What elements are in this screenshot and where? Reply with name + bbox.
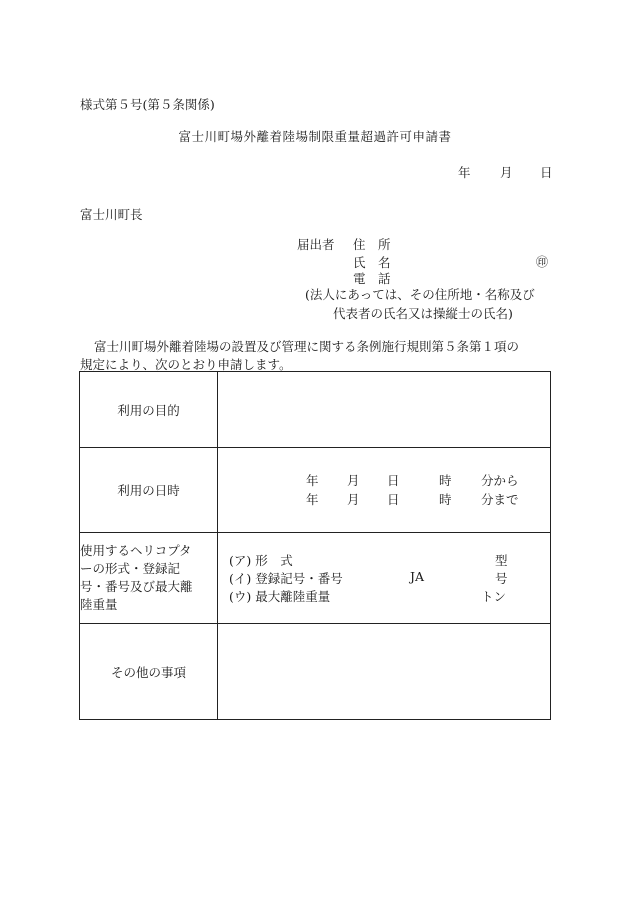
helicopter-label-line: 陸重量 xyxy=(80,597,118,612)
helicopter-type-unit: 型 xyxy=(495,553,508,568)
table-row-other xyxy=(80,624,551,720)
helicopter-type-label: (ア) 形 式 xyxy=(229,553,293,568)
table-row-purpose xyxy=(80,372,551,448)
table-row-datetime xyxy=(80,448,551,533)
helicopter-label-line: ーの形式・登録記 xyxy=(80,561,181,576)
end-year: 年 xyxy=(306,492,319,507)
datetime-field[interactable] xyxy=(218,448,551,533)
date-day-label: 日 xyxy=(540,165,553,180)
registration-unit: 号 xyxy=(495,571,508,586)
purpose-field[interactable] xyxy=(218,372,551,448)
form-number: 様式第５号(第５条関係) xyxy=(80,97,215,112)
page-title: 富士川町場外離着陸場制限重量超過許可申請書 xyxy=(178,129,452,144)
start-year: 年 xyxy=(306,473,319,488)
body-text-line2: 規定により、次のとおり申請します。 xyxy=(80,357,292,372)
max-weight-unit: トン xyxy=(481,589,507,604)
body-text-line1: 富士川町場外離着陸場の設置及び管理に関する条例施行規則第５条第１項の xyxy=(94,339,520,354)
application-table xyxy=(79,371,551,720)
applicant-label: 届出者 xyxy=(297,237,335,252)
end-hour: 時 xyxy=(439,492,452,507)
datetime-label: 利用の日時 xyxy=(80,448,218,533)
name-label: 氏 名 xyxy=(353,255,391,270)
end-day: 日 xyxy=(387,492,400,507)
phone-label: 電 話 xyxy=(353,271,391,286)
applicant-note-line1: (法人にあっては、その住所地・名称及び xyxy=(305,287,535,302)
other-label: その他の事項 xyxy=(80,624,218,720)
start-hour: 時 xyxy=(439,473,452,488)
helicopter-label-line: 号・番号及び最大離 xyxy=(80,579,193,594)
date-month-label: 月 xyxy=(500,165,513,180)
start-month: 月 xyxy=(347,473,360,488)
date-year-label: 年 xyxy=(458,165,471,180)
seal-mark: ㊞ xyxy=(536,255,549,269)
registration-label: (イ) 登録記号・番号 xyxy=(229,571,343,586)
helicopter-field[interactable] xyxy=(218,533,551,624)
helicopter-label-line: 使用するヘリコプタ xyxy=(80,543,192,558)
registration-prefix: JA xyxy=(410,569,425,584)
addressee: 富士川町長 xyxy=(80,207,143,222)
start-minute: 分から xyxy=(481,473,519,488)
applicant-note-line2: 代表者の氏名又は操縦士の氏名) xyxy=(333,306,513,321)
table-row-helicopter xyxy=(80,533,551,624)
other-field[interactable] xyxy=(218,624,551,720)
start-day: 日 xyxy=(387,473,400,488)
purpose-label: 利用の目的 xyxy=(80,372,218,448)
helicopter-label xyxy=(80,533,218,624)
end-month: 月 xyxy=(347,492,360,507)
address-label: 住 所 xyxy=(353,237,391,252)
end-minute: 分まで xyxy=(481,492,519,507)
max-weight-label: (ウ) 最大離陸重量 xyxy=(229,589,331,604)
